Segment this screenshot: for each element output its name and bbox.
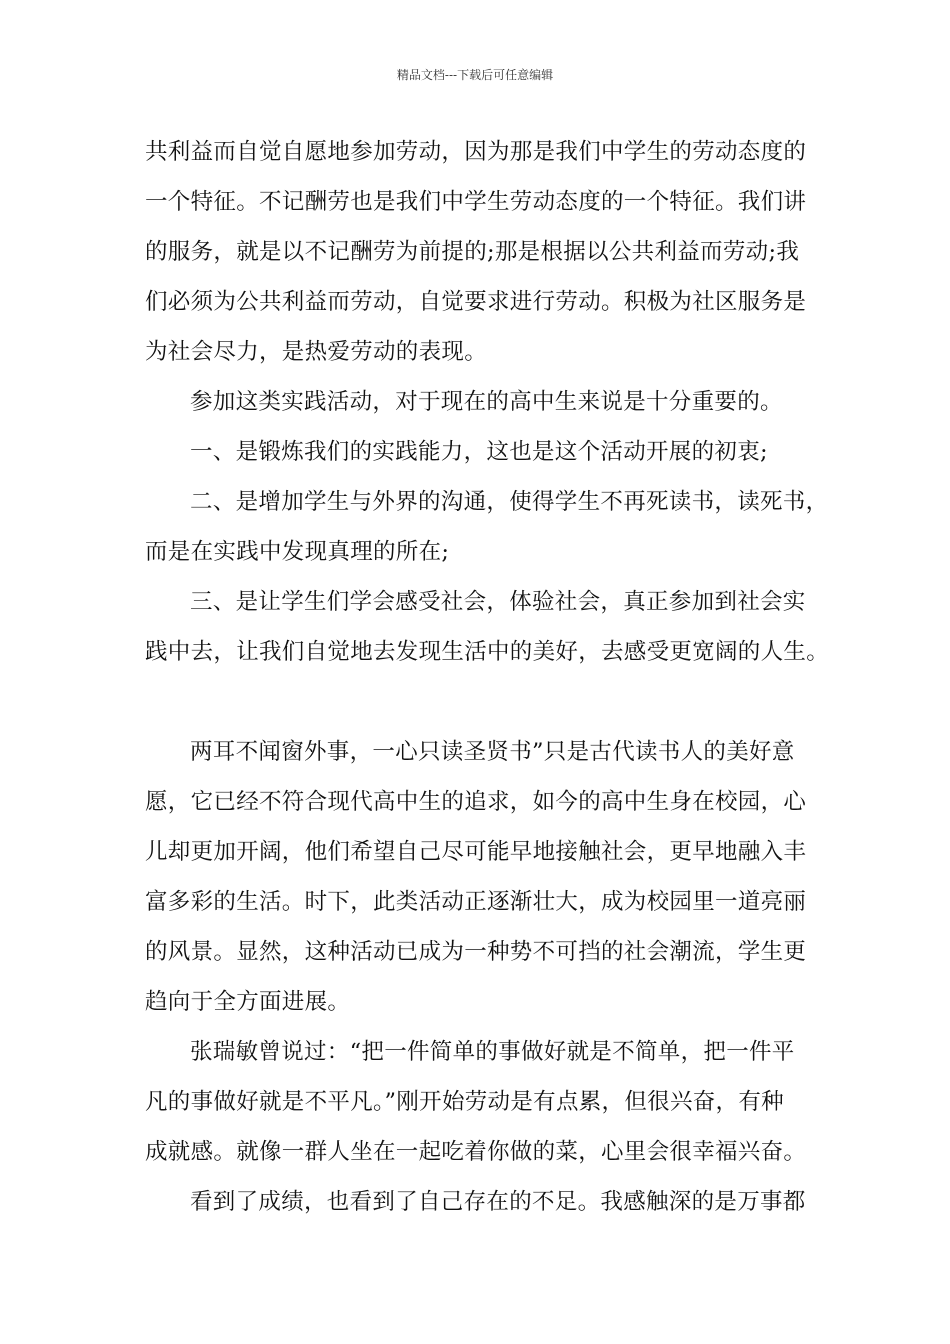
text-line: 践中去，让我们自觉地去发现生活中的美好，去感受更宽阔的人生。 <box>145 639 830 665</box>
text-line: 富多彩的生活。时下，此类活动正逐渐壮大，成为校园里一道亮丽 <box>145 889 807 915</box>
text-line: 而是在实践中发现真理的所在; <box>145 539 450 565</box>
text-line: 三、是让学生们学会感受社会，体验社会，真正参加到社会实 <box>190 589 806 615</box>
text-line: 二、是增加学生与外界的沟通，使得学生不再死读书，读死书， <box>190 489 829 515</box>
text-line: 的服务，就是以不记酬劳为前提的;那是根据以公共利益而劳动;我 <box>145 239 800 265</box>
text-line: 的风景。显然，这种活动已成为一种势不可挡的社会潮流，学生更 <box>145 939 807 965</box>
text-line: 们必须为公共利益而劳动，自觉要求进行劳动。积极为社区服务是 <box>145 289 807 315</box>
page-header: 精品文档---下载后可任意编辑 <box>396 68 554 82</box>
text-line: 儿却更加开阔，他们希望自己尽可能早地接触社会，更早地融入丰 <box>145 839 807 865</box>
text-line: 两耳不闻窗外事，一心只读圣贤书”只是古代读书人的美好意 <box>190 739 795 765</box>
text-line: 成就感。就像一群人坐在一起吃着你做的菜，心里会很幸福兴奋。 <box>145 1139 807 1165</box>
text-line: 愿，它已经不符合现代高中生的追求，如今的高中生身在校园，心 <box>145 789 807 815</box>
text-line: 为社会尽力，是热爱劳动的表现。 <box>145 339 488 365</box>
text-line: 张瑞敏曾说过：“把一件简单的事做好就是不简单，把一件平 <box>190 1039 795 1065</box>
text-line: 趋向于全方面进展。 <box>145 989 351 1015</box>
text-line: 一、是锻炼我们的实践能力，这也是这个活动开展的初衷; <box>190 439 768 465</box>
text-line: 共利益而自觉自愿地参加劳动，因为那是我们中学生的劳动态度的 <box>145 139 807 165</box>
text-line: 看到了成绩，也看到了自己存在的不足。我感触深的是万事都 <box>190 1189 806 1215</box>
text-line: 凡的事做好就是不平凡。”刚开始劳动是有点累，但很兴奋，有种 <box>145 1089 784 1115</box>
text-line: 参加这类实践活动，对于现在的高中生来说是十分重要的。 <box>190 389 783 415</box>
text-line: 一个特征。不记酬劳也是我们中学生劳动态度的一个特征。我们讲 <box>145 189 807 215</box>
